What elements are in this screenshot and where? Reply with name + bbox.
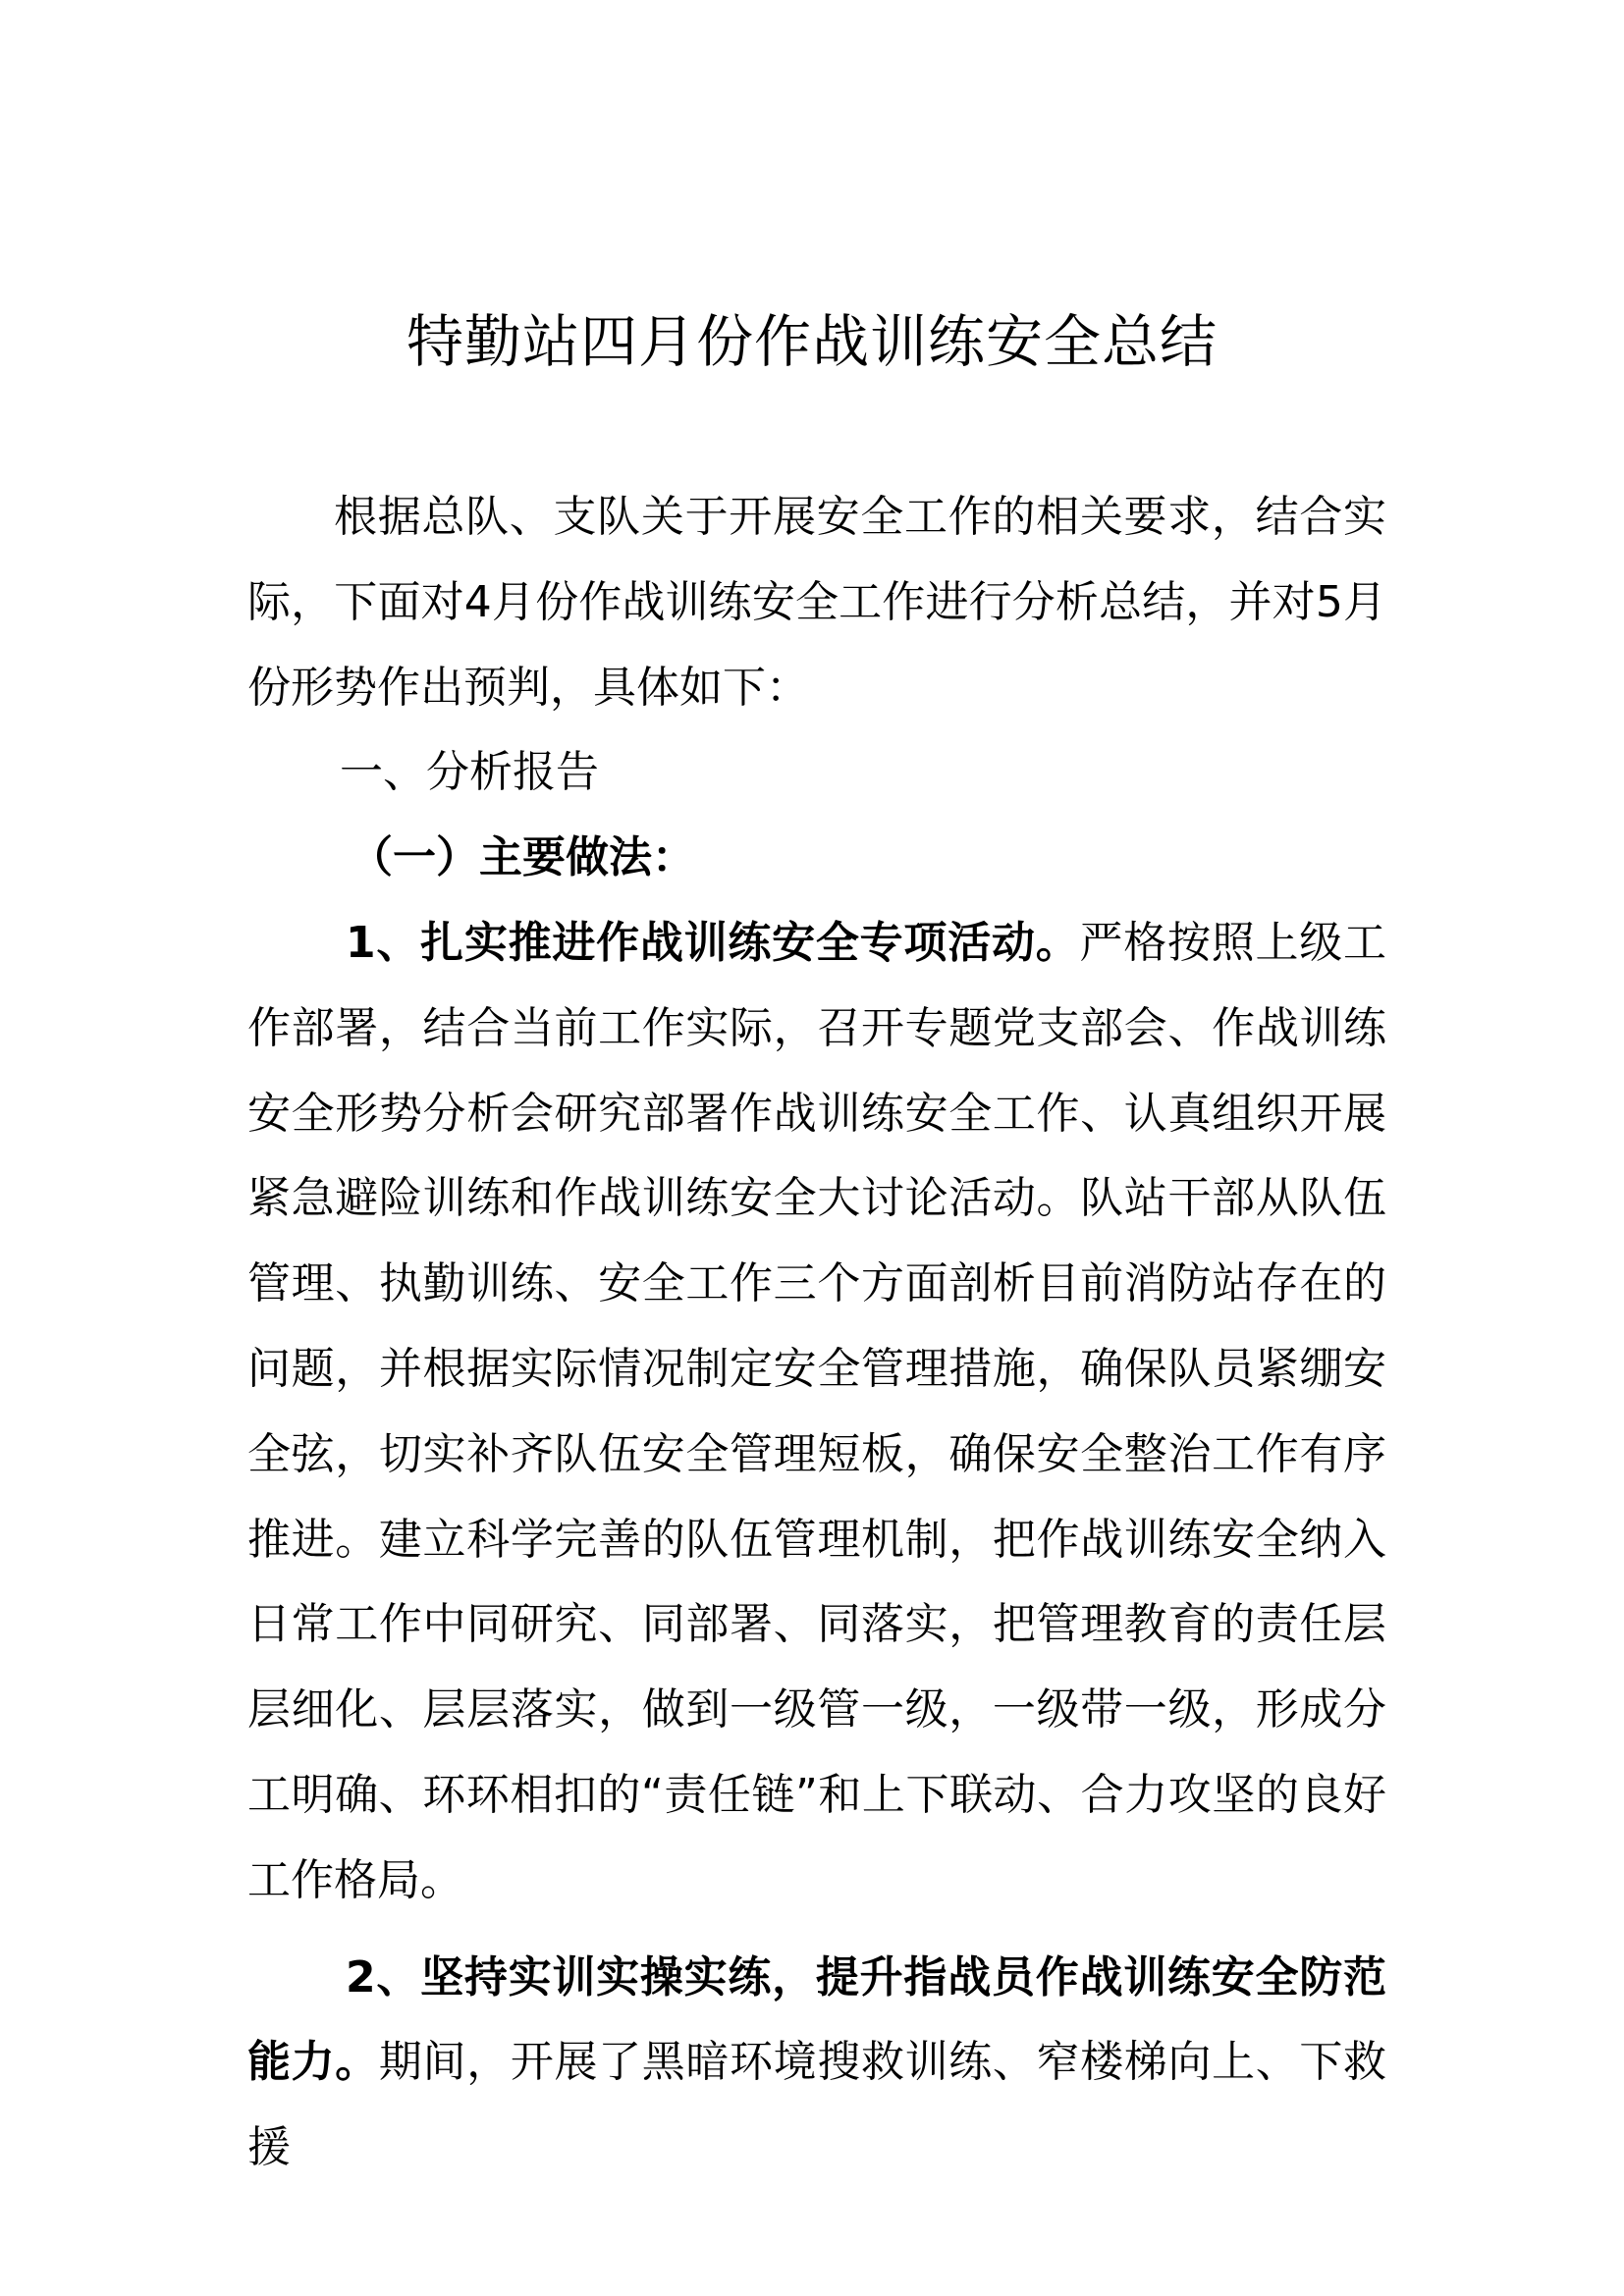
item-2-text: 期间，开展了黑暗环境搜救训练、窄楼梯向上、下救援 bbox=[247, 2037, 1386, 2173]
document-title: 特勤站四月份作战训练安全总结 bbox=[406, 308, 1218, 375]
item-1-paragraph bbox=[247, 901, 1386, 1924]
section-heading: 一、分析报告 bbox=[340, 747, 599, 798]
subsection-heading: （一）主要做法： bbox=[350, 832, 695, 883]
item-2-lead: 2、坚持实训实操实练，提升指战员作战训练安全防范能力。 bbox=[247, 1951, 1386, 2088]
paragraph-spacer bbox=[247, 1924, 1386, 1936]
intro-paragraph: 根据总队、支队关于开展安全工作的相关要求，结合实际，下面对4月份作战训练安全工作进行分析总结，并对5月份形势作出预判，具体如下： bbox=[247, 492, 1386, 713]
document-body bbox=[247, 475, 1386, 2191]
item-2-paragraph bbox=[247, 1936, 1386, 2191]
item-1-lead: 1、扎实推进作战训练安全专项活动。 bbox=[346, 917, 1080, 968]
item-1-text: 严格按照上级工作部署，结合当前工作实际，召开专题党支部会、作战训练安全形势分析会研究部署作战训练安全工作、认真组织开展紧急避险训练和作战训练安全大讨论活动。队站干部从队伍管理、执勤训练、安全工作三个方面剖析目前消防站存在的问题，并根据实际情况制定安全管理措施，确保队员紧绷安全弦，切实补齐队伍安全管理短板，确保安全整治工作有序推进。建立科学完善的队伍管理机制，把作战训练安全纳入日常工作中同研究、同部署、同落实，把管理教育的责任层层细化、层层落实，做到一级管一级，一级带一级，形成分工明确、环环相扣的“责任链”和上下联动、合力攻坚的良好工作格局。 bbox=[247, 917, 1387, 1905]
